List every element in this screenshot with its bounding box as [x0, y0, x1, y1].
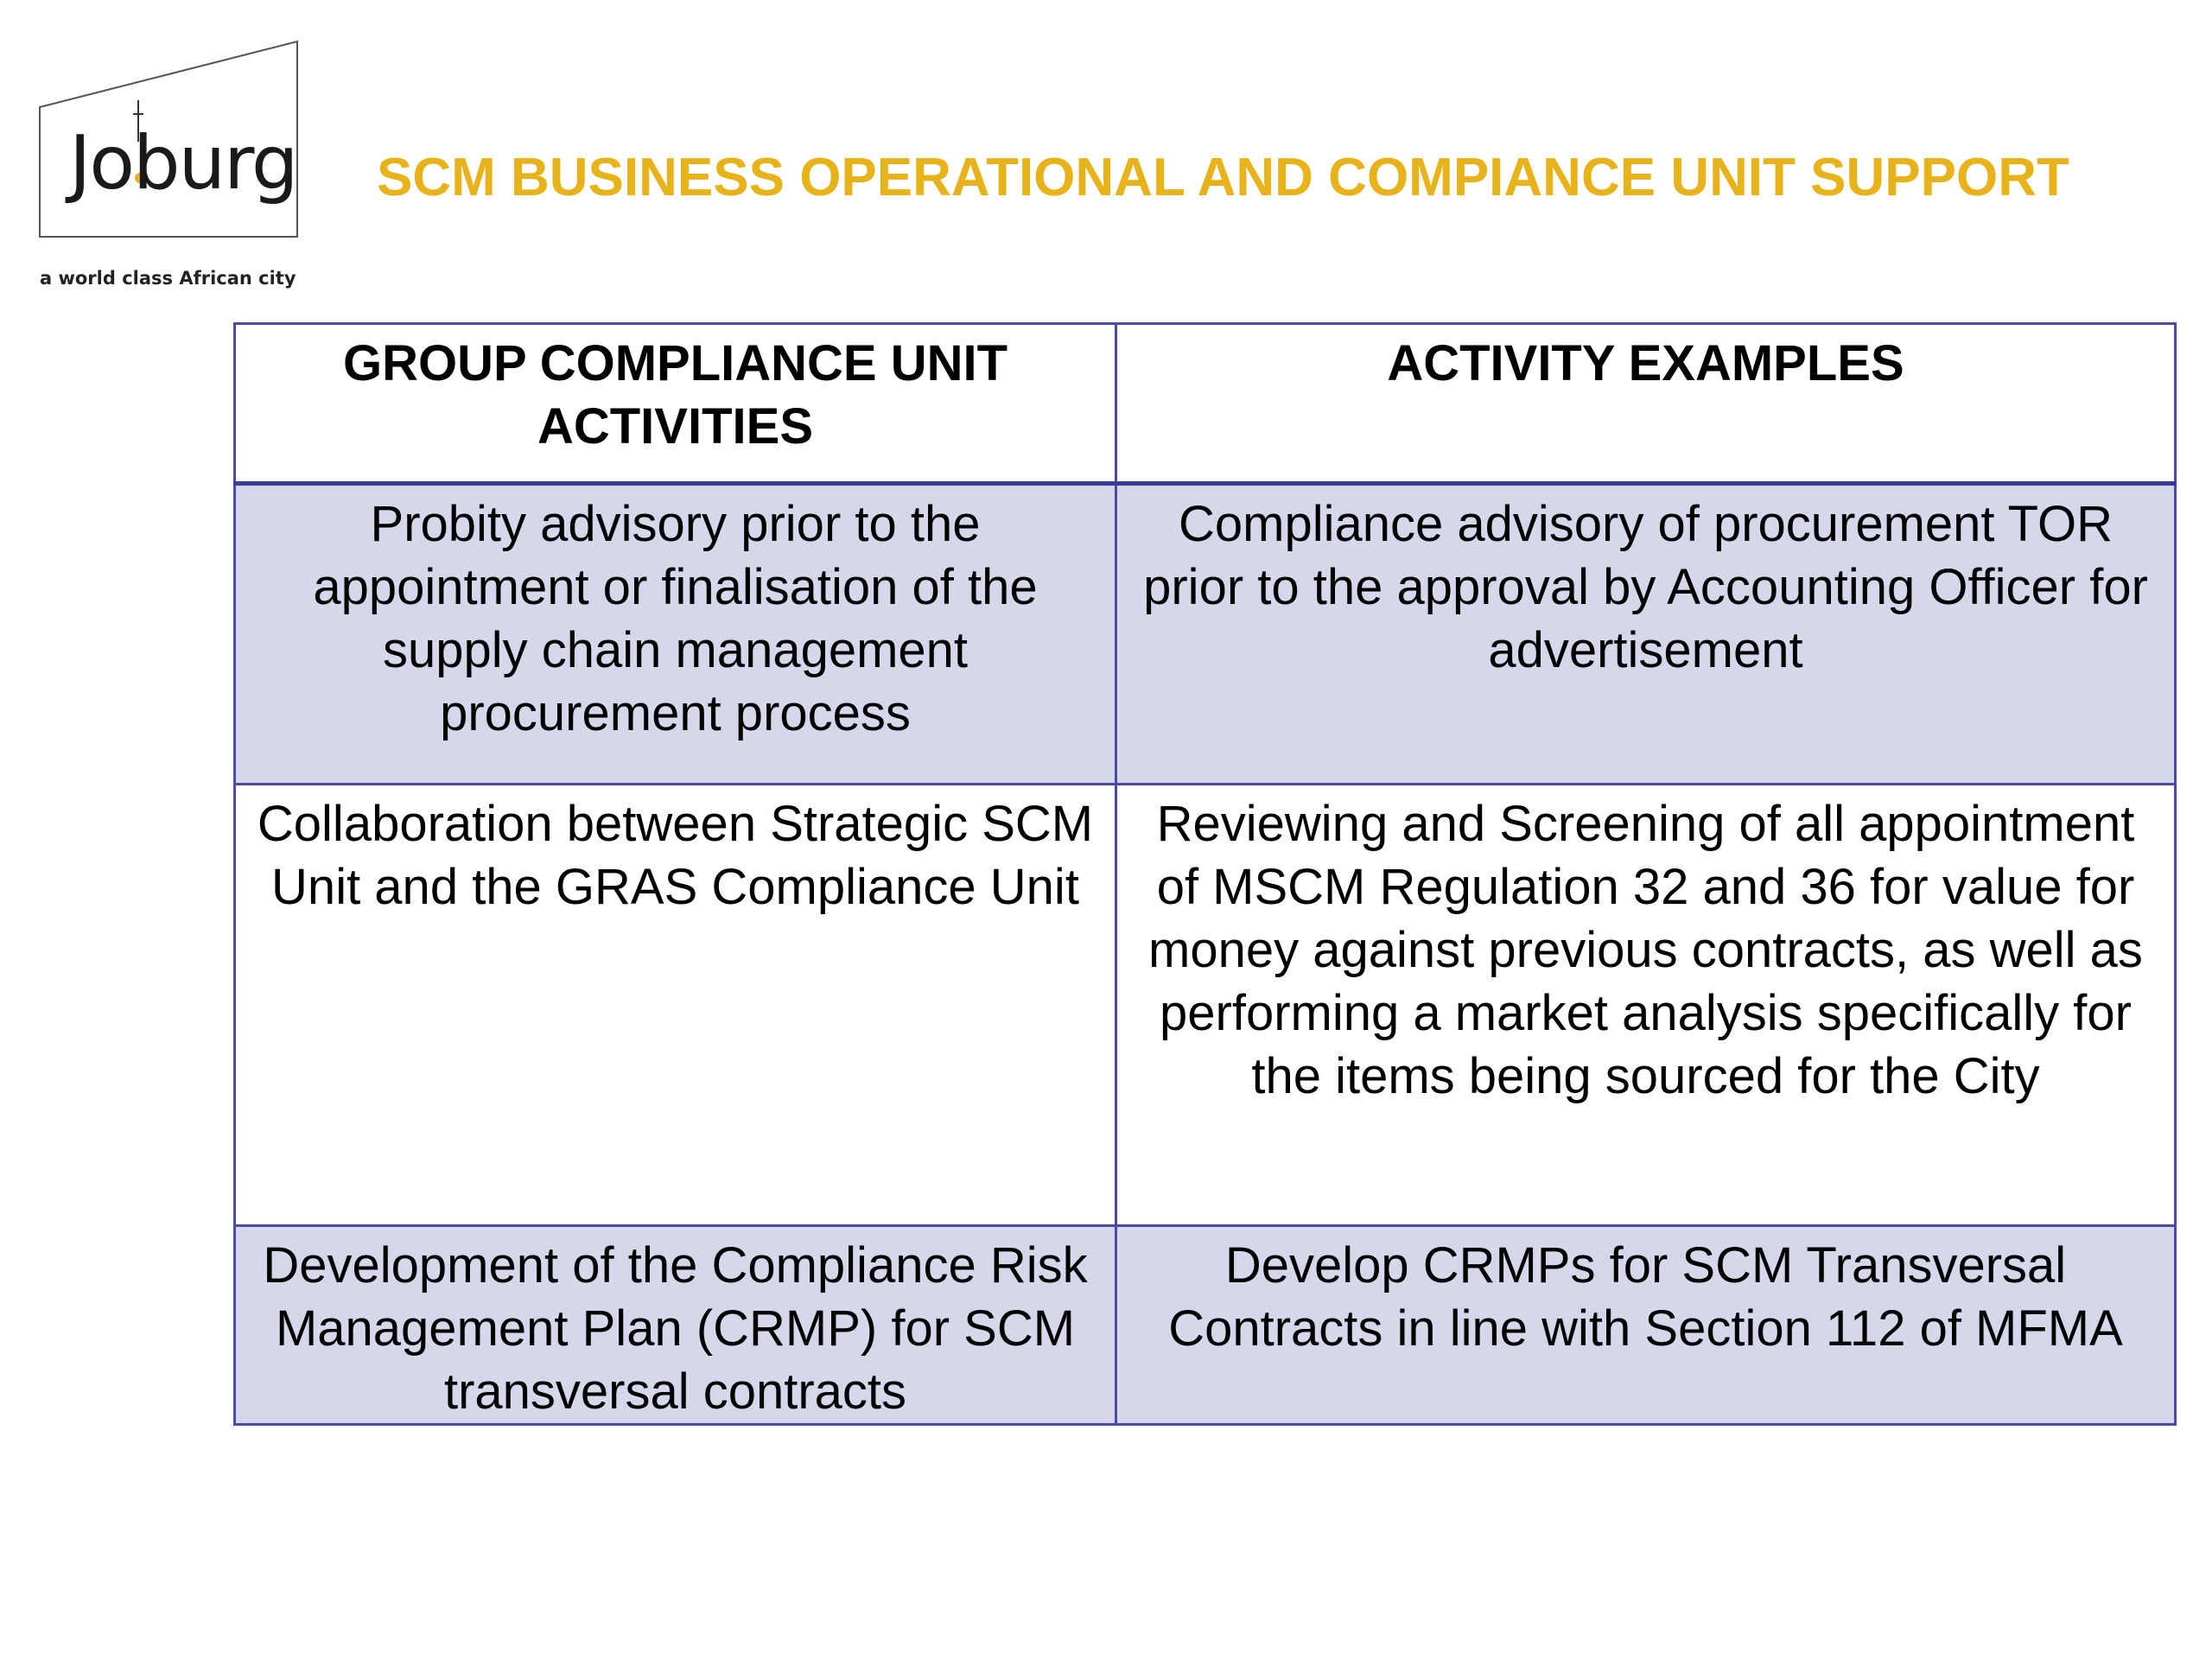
- activity-cell: Collaboration between Strategic SCM Unit and the GRAS Compliance Unit: [235, 785, 1116, 1226]
- example-cell: Develop CRMPs for SCM Transversal Contracts in line with Section 112 of MFMA: [1116, 1226, 2176, 1425]
- activity-cell: Probity advisory prior to the appointment or finalisation of the supply chain management procurement process: [235, 484, 1116, 785]
- table-row: [235, 1226, 2176, 1425]
- table-row: [235, 785, 2176, 1226]
- column-header-examples: ACTIVITY EXAMPLES: [1116, 324, 2176, 484]
- column-header-activities: GROUP COMPLIANCE UNIT ACTIVITIES: [235, 324, 1116, 484]
- table-row: [235, 484, 2176, 785]
- page-title: SCM BUSINESS OPERATIONAL AND COMPIANCE UNIT SUPPORT: [377, 148, 2069, 207]
- logo-wordmark: Joburg: [69, 120, 297, 207]
- activities-table: [233, 322, 2174, 1426]
- table-header-row: [235, 324, 2176, 484]
- example-cell: Compliance advisory of procurement TOR prior to the approval by Accounting Officer for advertisement: [1116, 484, 2176, 785]
- logo: [38, 40, 300, 238]
- example-cell: Reviewing and Screening of all appointment of MSCM Regulation 32 and 36 for value for money against previous contracts, as well as performing a market analysis specifically for the items being sourced for the City: [1116, 785, 2176, 1226]
- logo-tagline: a world class African city: [40, 268, 296, 289]
- activity-cell: Development of the Compliance Risk Management Plan (CRMP) for SCM transversal contracts: [235, 1226, 1116, 1425]
